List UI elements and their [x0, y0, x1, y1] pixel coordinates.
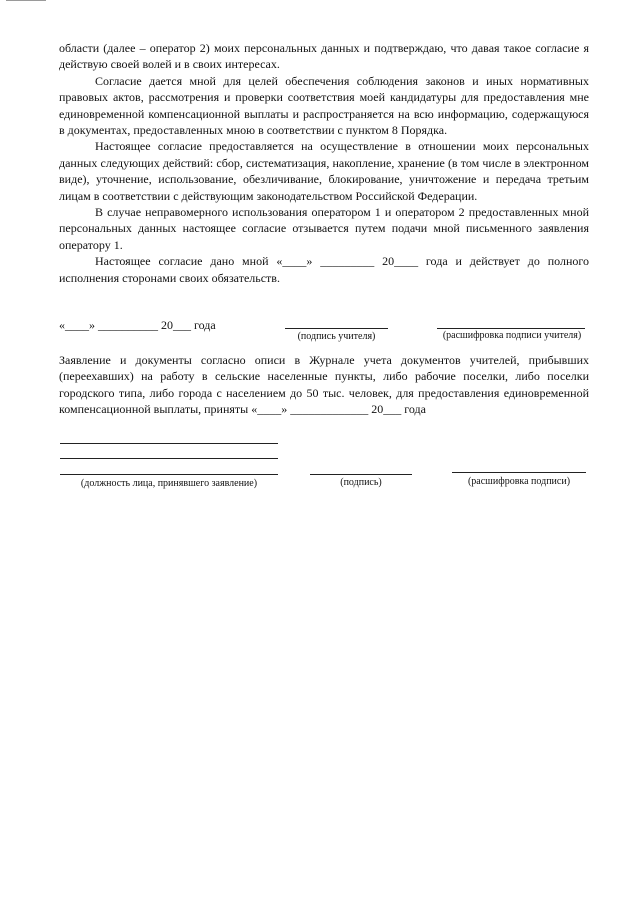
paragraph-2: Согласие дается мной для целей обеспечения соблюдения законов и иных нормативных правовых актов, рассмотрения и проверки соответствия моей кандидатуры для предоставления мне единовременной компенсационной выплаты и распространяется на всю информацию, содержащуюся в документах, предоставленных мною в соответствии с пунктом 8 Порядка. [59, 73, 589, 138]
paragraph-5: Настоящее согласие дано мной «____» _________ 20____ года и действует до полного исполнения сторонами своих обязательств. [59, 254, 589, 285]
caption-position: (должность лица, принявшего заявление) [80, 478, 258, 489]
official-signature-block [0, 436, 640, 496]
signature-line [285, 328, 388, 329]
position-line-3 [60, 474, 278, 475]
caption-teacher-decode: (расшифровка подписи учителя) [442, 330, 582, 341]
acceptance-block [59, 352, 589, 418]
position-line-2 [60, 458, 278, 459]
signature-date: «____» __________ 20___ года [59, 318, 216, 332]
caption-official-decode: (расшифровка подписи) [467, 476, 571, 487]
paragraph-4: В случае неправомерного использования оператором 1 и оператором 2 предоставленных мной персональных данных настоящее согласие отзывается путем подачи мной письменного заявления оператору 1. [59, 205, 589, 252]
official-signature-line [310, 474, 412, 475]
teacher-signature-block [0, 318, 640, 348]
paragraph-1: области (далее – оператор 2) моих персональных данных и подтверждаю, что давая такое согласие я действую своей волей и в своих интересах. [59, 41, 589, 72]
scan-mark [6, 0, 46, 1]
consent-text [59, 40, 589, 286]
decode-line [437, 328, 585, 329]
paragraph-3: Настоящее согласие предоставляется на осуществление в отношении моих персональных данных следующих действий: сбор, систематизация, накопление, хранение (в том числе в электронном виде), уточнение, использование, обезличивание, блокирование, уничтожение и передача третьим лицам в соответствии с действующим законодательством Российской Федерации. [59, 139, 589, 203]
caption-teacher-signature: (подпись учителя) [297, 331, 376, 342]
acceptance-text: Заявление и документы согласно описи в Журнале учета документов учителей, прибывших (переехавших) на работу в сельские населенные пункты, либо рабочие поселки, либо поселки городского типа, либо города с населением до 50 тыс. человек, для предоставления единовременной компенсационной выплаты, приняты «____» _____________ 20___ года [59, 353, 589, 417]
position-line-1 [60, 443, 278, 444]
official-decode-line [452, 472, 586, 473]
caption-official-signature: (подпись) [340, 477, 382, 488]
